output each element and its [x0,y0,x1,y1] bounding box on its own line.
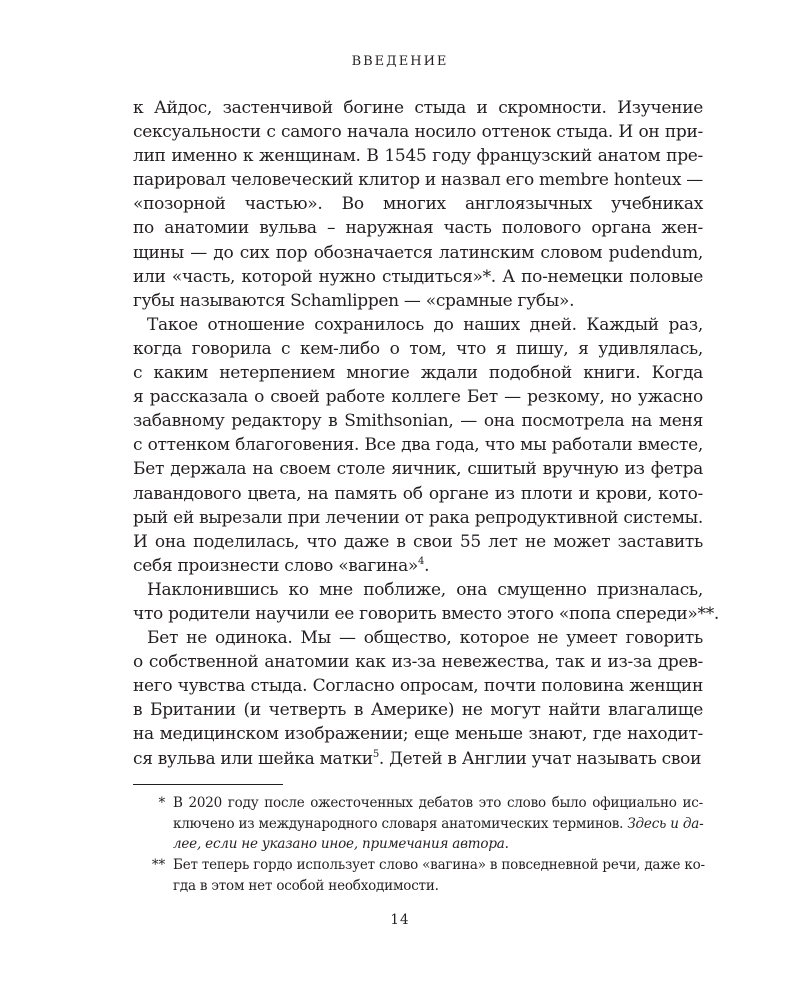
footnote-marker: ** [151,857,165,873]
text-line: парировал человеческий клитор и назвал его membre honteux — [133,170,703,191]
footnote [133,855,703,896]
text-line: на медицинском изображении; еще меньше знают, где находит- [133,724,703,745]
main-text [133,96,720,771]
text-line: Бет держала на своем столе яичник, сшитый вручную из фетра [133,459,703,480]
text-line: по анатомии вульва – наружная часть полового органа жен- [133,218,703,239]
page-number: 14 [390,912,410,928]
text-line: лип именно к женщинам. В 1545 году французский анатом пре- [133,146,703,167]
text-line: с каким нетерпением многие ждали подобной книги. Когда [133,363,703,384]
footnote-marker: * [158,795,165,811]
text-line: лавандового цвета, на память об органе из плоти и крови, кото- [133,483,703,504]
text-line: «позорной частью». Во многих англоязычных учебниках [133,194,703,215]
text-line: И она поделилась, что даже в свои 55 лет не может заставить [133,531,703,552]
footnote-line [173,834,703,855]
footnote [133,793,703,855]
text-line: в Британии (и четверть в Америке) не могут найти влагалище [133,700,703,721]
running-header: ВВЕДЕНИЕ [351,54,449,69]
text-line: о собственной анатомии как из-за невежества, так и из-за древ- [133,652,703,673]
text-line: я рассказала о своей работе коллеге Бет — резкому, но ужасно [133,387,703,408]
text-segment: . Детей в Англии учат называть свои [378,748,702,769]
footnote-segment: ключено из международного словаря анатомических терминов. [173,815,628,832]
text-line: Такое отношение сохранилось до наших дней. Каждый раз, [147,314,703,335]
footnote-italic: Здесь и да- [627,815,704,832]
text-line: когда говорила с кем-либо о том, что я пишу, я удивлялась, [133,338,703,359]
text-line: с оттенком благоговения. Все два года, что мы работали вместе, [133,435,703,456]
text-line: Бет не одинока. Мы — общество, которое не умеет говорить [147,628,703,649]
text-line: или «часть, которой нужно стыдиться»*. А по-немецки половые [133,266,703,287]
text-line: к Айдос, застенчивой богине стыда и скромности. Изучение [133,98,703,118]
footnote-divider [133,784,283,785]
footnote-line: В 2020 году после ожесточенных дебатов это слово было официально ис- [173,795,703,811]
text-line: щины — до сих пор обозначается латинским словом pudendum, [133,242,703,263]
text-line: себя произнести слово «вагина»$^4$. [133,555,430,576]
text-line: губы называются Schamlippen — «срамные губы». [133,290,575,311]
text-line: забавному редактору в Smithsonian, — она посмотрела на меня [133,411,703,432]
note-reference: 5 [372,748,379,760]
footnote-line [173,814,703,835]
text-line: него чувства стыда. Согласно опросам, почти половина женщин [133,676,703,697]
footnote-line: гда в этом нет особой необходимости. [173,877,439,894]
note-reference: 4 [418,555,425,567]
text-line: что родители научили ее говорить вместо этого «попа спереди»**. [133,603,720,624]
text-line: Наклонившись ко мне поближе, она смущенно призналась, [147,579,703,600]
text-line: рый ей вырезали при лечении от рака репродуктивной системы. [133,507,703,528]
text-line [133,747,703,771]
text-segment: себя произнести слово «вагина» [133,555,419,576]
footnote-italic: лее, если не указано иное, примечания автора. [173,836,509,852]
footnote-line: Бет теперь гордо использует слово «вагина» в повседневной речи, даже ко- [173,857,705,873]
text-segment: ся вульва или шейка матки [133,748,373,769]
text-line: сексуальности с самого начала носило оттенок стыда. И он при- [133,122,703,143]
